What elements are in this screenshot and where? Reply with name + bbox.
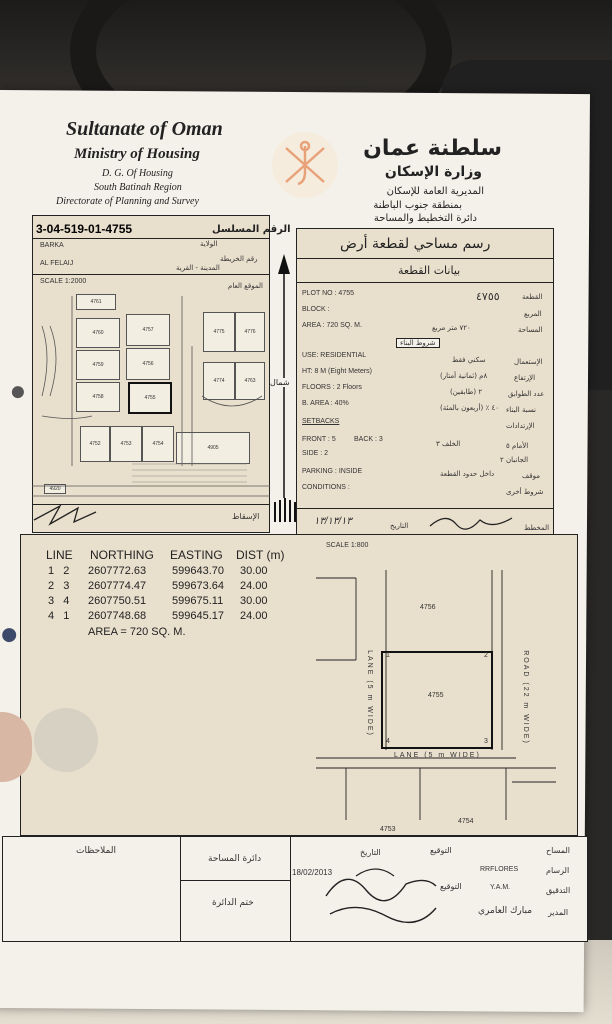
- lane-south-label: LANE (5 m WIDE): [394, 752, 481, 759]
- plot-4756: 4756: [126, 348, 170, 380]
- notes-label-ar: الملاحظات: [76, 846, 116, 856]
- planner-signature-icon: [426, 510, 516, 534]
- setback-back: BACK : 3: [354, 436, 383, 443]
- corner-3: 3: [484, 738, 488, 745]
- punch-hole: [2, 628, 16, 642]
- easting-cell: 599673.64: [172, 580, 224, 592]
- road-east-label: ROAD (22 m WIDE): [521, 650, 529, 745]
- height: HT: 8 M (Eight Meters): [302, 368, 373, 375]
- projection-ar: الإسقاط: [232, 512, 260, 521]
- north-arrow-icon: [272, 254, 296, 524]
- header-en-line4: South Batinah Region: [94, 182, 182, 193]
- header-ar-line5: دائرة التخطيط والمساحة: [373, 213, 477, 224]
- corner-2: 2: [484, 652, 488, 659]
- watermark-seal-icon: [34, 708, 98, 772]
- drafter-name: RRFLORES: [480, 866, 519, 873]
- signature-label-ar: التوقيع: [440, 882, 462, 891]
- plot-4757: 4757: [126, 314, 170, 346]
- coord-header-northing: NORTHING: [90, 548, 154, 562]
- northing-cell: 2607750.51: [88, 595, 147, 607]
- signature-mark-icon: [30, 498, 100, 528]
- easting-cell: 599643.70: [172, 565, 224, 577]
- easting-cell: 599645.17: [172, 610, 224, 622]
- header-en-line1: Sultanate of Oman: [66, 118, 223, 140]
- north-label-ar: شمال: [270, 378, 290, 387]
- plot-4754: 4754: [142, 426, 174, 462]
- plot-4760: 4760: [76, 318, 120, 348]
- building-conditions-ar: شروط البناء: [396, 338, 440, 348]
- setback-front-ar: الأمام ٥: [506, 442, 529, 450]
- coord-header-line: LINE: [46, 548, 73, 562]
- setback-side-ar: الجانبان ٢: [500, 456, 529, 464]
- left-scale: SCALE 1:2000: [40, 278, 87, 285]
- header-en-line2: Ministry of Housing: [74, 146, 200, 162]
- use-value-ar: سكني فقط: [452, 356, 486, 364]
- setback-back-ar: الخلف ٣: [436, 440, 461, 448]
- coord-header-dist: DIST (m): [236, 548, 285, 562]
- plot-4775: 4775: [203, 312, 235, 352]
- plot-4759: 4759: [76, 350, 120, 380]
- area-value-ar: ٧٢٠ متر مربع: [432, 324, 471, 332]
- parking-label-ar: موقف: [522, 472, 540, 480]
- panel-date: ١٣/١٣/١٣: [314, 516, 352, 527]
- floors-value-ar: ٢ (طابقين): [450, 388, 483, 396]
- footer-signatures-icon: [316, 856, 446, 926]
- table-row: 2 3: [48, 580, 70, 592]
- plot-4752: 4752: [80, 426, 110, 462]
- building-area: B. AREA : 40%: [302, 400, 349, 407]
- header-ar-line4: بمنطقة جنوب الباطنة: [373, 200, 462, 211]
- plot-4776: 4776: [235, 312, 265, 352]
- lane-west-label: LANE (5 m WIDE): [365, 650, 373, 737]
- plot-no: PLOT NO : 4755: [302, 290, 355, 297]
- building-area-value-ar: ٤٠ ٪ (أربعون بالمئة): [440, 404, 499, 412]
- setbacks-ar: الإرتدادات: [506, 422, 535, 430]
- plot-data-title-ar: بيانات القطعة: [398, 264, 461, 277]
- floors: FLOORS : 2 Floors: [302, 384, 362, 391]
- planner-label-ar: المخطط: [524, 524, 550, 532]
- role-drafter-ar: الرسام: [546, 866, 570, 875]
- dist-cell: 30.00: [240, 595, 268, 607]
- northing-cell: 2607772.63: [88, 565, 147, 577]
- dist-cell: 24.00: [240, 610, 268, 622]
- setback-side: SIDE : 2: [302, 450, 329, 457]
- location-ar: الموقع العام: [228, 282, 263, 290]
- setbacks: SETBACKS: [302, 418, 340, 425]
- panel-date-label-ar: التاريخ: [390, 522, 409, 530]
- detail-plot-sw: 4753: [380, 826, 396, 833]
- detail-scale: SCALE 1:800: [326, 542, 369, 549]
- reference-number: 3-04-519-01-4755: [36, 222, 133, 236]
- height-label-ar: الإرتفاع: [514, 374, 536, 382]
- checker-name: Y.A.M.: [490, 884, 511, 891]
- header-ar-line3: المديرية العامة للإسكان: [386, 186, 484, 197]
- plot-4920: 4920: [44, 484, 66, 494]
- khanjar-icon: [272, 132, 338, 198]
- map-number-ar: رقم الخريطة: [220, 255, 258, 263]
- village-ar: المدينة - القرية: [176, 264, 220, 272]
- northing-cell: 2607774.47: [88, 580, 147, 592]
- header-ar-line1: سلطنة عمان: [363, 136, 502, 161]
- easting-cell: 599675.11: [172, 595, 224, 607]
- parking: PARKING : INSIDE: [302, 468, 363, 475]
- plot-value-ar: ٤٧٥٥: [476, 290, 500, 303]
- plot-4753: 4753: [110, 426, 142, 462]
- table-row: 3 4: [48, 595, 70, 607]
- detail-plot-main: 4755: [428, 692, 444, 699]
- conditions: CONDITIONS :: [302, 484, 350, 491]
- setback-front: FRONT : 5: [302, 436, 336, 443]
- plot-4774: 4774: [203, 362, 235, 400]
- block: BLOCK :: [302, 306, 330, 313]
- other-conditions-ar: شروط أخرى: [506, 488, 544, 496]
- header-ar-line2: وزارة الإسكان: [384, 164, 482, 180]
- role-surveyor-ar: المساح: [546, 846, 571, 855]
- corner-1: 1: [386, 652, 390, 659]
- role-checker-ar: التدقيق: [546, 886, 571, 895]
- parking-value-ar: داخل حدود القطعة: [440, 470, 495, 478]
- header-en-line5: Directorate of Planning and Survey: [56, 196, 199, 207]
- corner-4: 4: [386, 738, 390, 745]
- area-label-ar: المساحة: [518, 326, 543, 334]
- use-label-ar: الإستعمال: [514, 358, 543, 366]
- plot-4758: 4758: [76, 382, 120, 412]
- table-row: 1 2: [48, 565, 70, 577]
- coord-header-easting: EASTING: [170, 548, 223, 562]
- floors-label-ar: عدد الطوابق: [508, 390, 545, 398]
- director-name-ar: مبارك العامري: [478, 906, 533, 916]
- reference-label: الرقم المسلسل: [212, 224, 291, 235]
- use: USE: RESIDENTIAL: [302, 352, 367, 359]
- plot-4905: 4905: [176, 432, 250, 464]
- role-director-ar: المدير: [548, 908, 569, 917]
- detail-plot-se: 4754: [458, 818, 474, 825]
- plot-4761: 4761: [76, 294, 116, 310]
- village: AL FELAIJ: [40, 260, 74, 267]
- block-ar: المربع: [524, 310, 542, 318]
- total-area: AREA = 720 SQ. M.: [88, 626, 186, 638]
- plot-4755-highlight: 4755: [128, 382, 172, 414]
- wilayat-ar: الولاية: [200, 240, 218, 248]
- dept-stamp-ar: ختم الدائرة: [212, 898, 254, 908]
- survey-title-ar: رسم مساحي لقطعة أرض: [340, 236, 491, 252]
- height-value-ar: ٨م (ثمانية أمتار): [440, 372, 488, 380]
- plot-label-ar: القطعة: [522, 293, 543, 301]
- plot-4763: 4763: [235, 362, 265, 400]
- dist-cell: 24.00: [240, 580, 268, 592]
- footer-signature-ar: التوقيع: [430, 846, 452, 855]
- wilayat: BARKA: [40, 242, 64, 249]
- oman-emblem: [272, 132, 338, 198]
- survey-dept-ar: دائرة المساحة: [208, 854, 262, 864]
- dist-cell: 30.00: [240, 565, 268, 577]
- table-row: 4 1: [48, 610, 70, 622]
- area: AREA : 720 SQ. M.: [302, 322, 362, 329]
- footer-date-ar: التاريخ: [360, 848, 381, 857]
- header-en-line3: D. G. Of Housing: [102, 168, 173, 179]
- footer-date: 18/02/2013: [292, 868, 333, 877]
- building-area-label-ar: نسبة البناء: [506, 406, 537, 414]
- detail-plot-north: 4756: [420, 604, 436, 611]
- northing-cell: 2607748.68: [88, 610, 147, 622]
- punch-hole: [12, 386, 24, 398]
